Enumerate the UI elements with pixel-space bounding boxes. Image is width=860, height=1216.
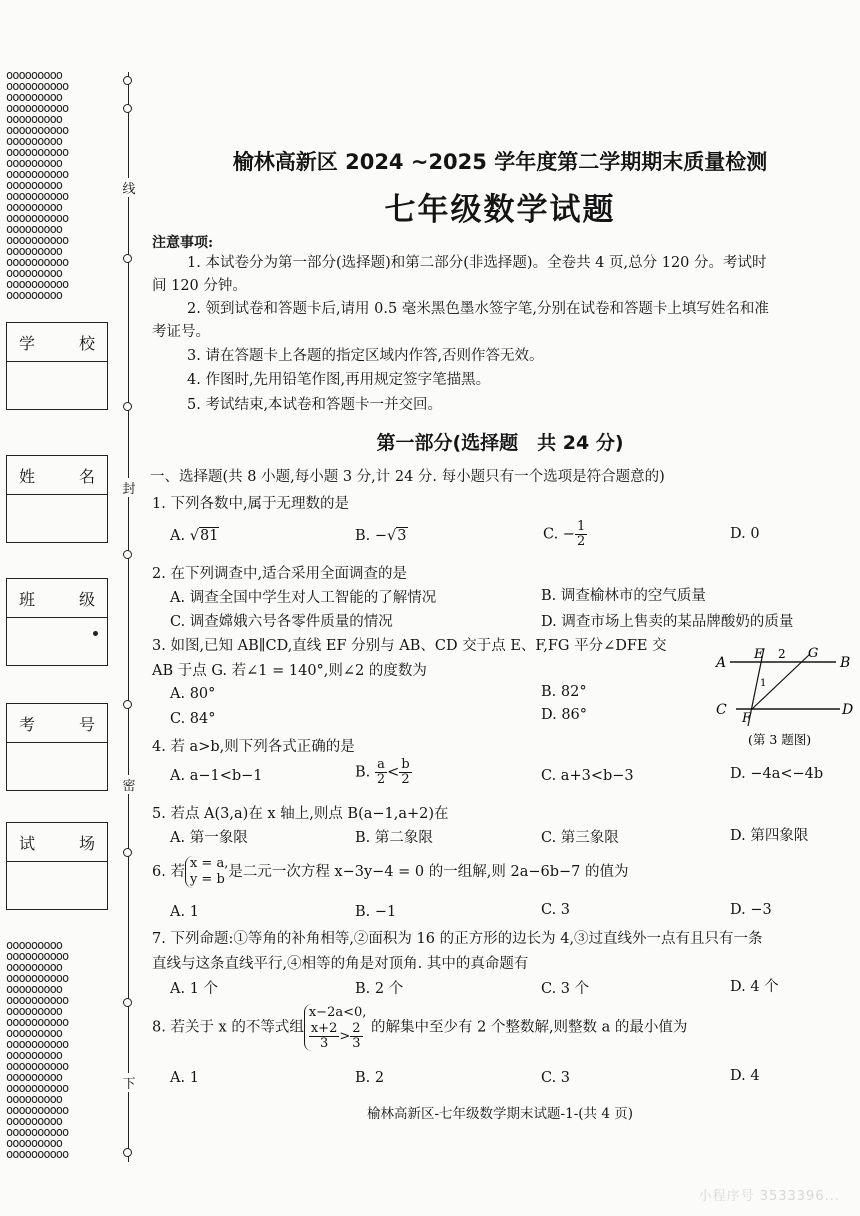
exam-room-label-2: 场 bbox=[78, 834, 95, 853]
q7-stem-line1: 7. 下列命题:①等角的补角相等,②面积为 16 的正方形的边长为 4,③过直线外一点有且只有一条 bbox=[152, 931, 763, 947]
q7-option-c: C. 3 个 bbox=[541, 981, 590, 997]
q5-option-d: D. 第四象限 bbox=[730, 828, 809, 844]
q8-stem: 8. 若关于 x 的不等式组 x−2a<0, $\frac{x+2}{3}$ > $\frac{2}{3}$ 的解集中至少有 2 个整数解,则整数 a 的最小值为 bbox=[152, 1005, 688, 1051]
notes-heading: 注意事项: bbox=[152, 235, 214, 251]
q4-option-c: C. a+3<b−3 bbox=[541, 768, 634, 784]
school-box bbox=[6, 322, 108, 410]
class-box bbox=[6, 578, 108, 666]
q5-option-a: A. 第一象限 bbox=[170, 830, 248, 846]
exam-number-box bbox=[6, 703, 108, 791]
q2-option-a: A. 调查全国中学生对人工智能的了解情况 bbox=[170, 590, 437, 606]
q7-stem-line2: 直线与这条直线平行,④相等的角是对顶角. 其中的真命题有 bbox=[152, 956, 529, 972]
q8-option-d: D. 4 bbox=[730, 1068, 760, 1084]
q3-figure bbox=[712, 640, 858, 752]
q1-option-b: B. −√3 bbox=[355, 528, 407, 544]
q4-stem: 4. 若 a>b,则下列各式正确的是 bbox=[152, 739, 355, 755]
q1-option-a: A. √81 bbox=[170, 528, 219, 544]
q2-option-d: D. 调查市场上售卖的某品牌酸奶的质量 bbox=[541, 614, 794, 630]
school-label-1: 学 bbox=[19, 334, 36, 353]
note-line: 间 120 分钟。 bbox=[152, 278, 247, 294]
q6-equation-system: x = a, y = b bbox=[185, 856, 228, 888]
note-line: 1. 本试卷分为第一部分(选择题)和第二部分(非选择题)。全卷共 4 页,总分 120 分。考试时 bbox=[187, 255, 767, 271]
note-line: 3. 请在答题卡上各题的指定区域内作答,否则作答无效。 bbox=[187, 348, 544, 364]
binding-dot-pattern-bottom: ooooooooo oooooooooo ooooooooo oooooooooo ooooooooo oooooooooo ooooooooo oooooooooo ooooooooo oooooooooo ooooooooo oooooooooo ooooooooo oooooooooo ooooooooo oooooooooo ooooooooo oooooooooo ooooooooo oooooooooo bbox=[6, 940, 69, 1160]
label-b: B bbox=[840, 655, 851, 671]
watermark: 小程序号 3533396... bbox=[698, 1189, 840, 1204]
binding-hole bbox=[123, 1148, 132, 1157]
q8-inequality-system: x−2a<0, $\frac{x+2}{3}$ > $\frac{2}{3}$ bbox=[304, 1004, 367, 1051]
q8-option-a: A. 1 bbox=[170, 1070, 199, 1086]
q7-option-a: A. 1 个 bbox=[170, 981, 219, 997]
q3-option-a: A. 80° bbox=[170, 686, 216, 702]
q6-option-b: B. −1 bbox=[355, 904, 397, 920]
q2-option-b: B. 调查榆林市的空气质量 bbox=[541, 588, 706, 604]
exam-title: 榆林高新区 2024 ~2025 学年度第二学期期末质量检测 bbox=[232, 150, 768, 174]
class-label-1: 班 bbox=[19, 590, 36, 609]
section-title: 第一部分(选择题 共 24 分) bbox=[376, 432, 624, 454]
note-line: 2. 领到试卷和答题卡后,请用 0.5 毫米黑色墨水签字笔,分别在试卷和答题卡上填写姓名和准 bbox=[187, 301, 769, 317]
q3-stem-line2: AB 于点 G. 若∠1 = 140°,则∠2 的度数为 bbox=[152, 663, 427, 679]
label-f: F bbox=[742, 711, 752, 726]
ink-dot bbox=[93, 631, 98, 636]
binding-dot-pattern-top: ooooooooo oooooooooo ooooooooo oooooooooo ooooooooo oooooooooo ooooooooo oooooooooo ooooooooo oooooooooo ooooooooo oooooooooo ooooooooo oooooooooo ooooooooo oooooooooo ooooooooo oooooooooo ooooooooo oooooooooo ooooooooo bbox=[6, 70, 69, 302]
binding-hole bbox=[123, 76, 132, 85]
q5-option-c: C. 第三象限 bbox=[541, 830, 619, 846]
q1-option-c: C. − $\frac{1}{2}$ bbox=[543, 519, 586, 549]
seal-char-line: 线 bbox=[120, 178, 138, 197]
binding-hole bbox=[123, 848, 132, 857]
seal-char-secret: 密 bbox=[120, 775, 138, 794]
name-label-1: 姓 bbox=[19, 467, 36, 486]
q2-stem: 2. 在下列调查中,适合采用全面调查的是 bbox=[152, 566, 408, 582]
binding-hole bbox=[123, 550, 132, 559]
q3-option-d: D. 86° bbox=[541, 707, 588, 723]
binding-hole bbox=[123, 254, 132, 263]
note-line: 4. 作图时,先用铅笔作图,再用规定签字笔描黑。 bbox=[187, 372, 491, 388]
q7-option-b: B. 2 个 bbox=[355, 981, 404, 997]
seal-char-down: 下 bbox=[120, 1073, 138, 1092]
label-d: D bbox=[842, 702, 854, 718]
note-line: 考证号。 bbox=[152, 324, 210, 340]
exam-number-label-1: 考 bbox=[19, 715, 36, 734]
q4-option-a: A. a−1<b−1 bbox=[170, 768, 263, 784]
q3-option-b: B. 82° bbox=[541, 684, 587, 700]
label-g: G bbox=[808, 646, 819, 661]
binding-hole bbox=[123, 998, 132, 1007]
exam-room-label-1: 试 bbox=[19, 834, 36, 853]
q8-option-c: C. 3 bbox=[541, 1070, 571, 1086]
q6-option-d: D. −3 bbox=[730, 902, 772, 918]
exam-room-box bbox=[6, 822, 108, 910]
figure-caption: (第 3 题图) bbox=[748, 732, 812, 747]
q3-stem-line1: 3. 如图,已知 AB∥CD,直线 EF 分别与 AB、CD 交于点 E、F,FG 平分∠DFE 交 bbox=[152, 638, 667, 654]
class-label-2: 级 bbox=[78, 590, 95, 609]
exam-number-label-2: 号 bbox=[78, 715, 95, 734]
q2-option-c: C. 调查嫦娥六号各零件质量的情况 bbox=[170, 614, 393, 630]
exam-subtitle: 七年级数学试题 bbox=[384, 192, 616, 228]
name-box bbox=[6, 455, 108, 543]
q7-option-d: D. 4 个 bbox=[730, 979, 779, 995]
q6-option-c: C. 3 bbox=[541, 902, 571, 918]
binding-hole bbox=[123, 104, 132, 113]
q4-option-d: D. −4a<−4b bbox=[730, 766, 824, 782]
q4-option-b: B. $\frac{a}{2}$ < $\frac{b}{2}$ bbox=[355, 757, 410, 787]
label-a: A bbox=[716, 655, 727, 671]
note-line: 5. 考试结束,本试卷和答题卡一并交回。 bbox=[187, 397, 443, 413]
binding-hole bbox=[123, 402, 132, 411]
q1-stem: 1. 下列各数中,属于无理数的是 bbox=[152, 496, 350, 512]
q5-option-b: B. 第二象限 bbox=[355, 830, 433, 846]
name-label-2: 名 bbox=[78, 467, 95, 486]
q6-stem: 6. 若 x = a, y = b 是二元一次方程 x−3y−4 = 0 的一组解,则 2a−6b−7 的值为 bbox=[152, 856, 629, 887]
label-angle-2: 2 bbox=[778, 647, 786, 661]
q1-option-d: D. 0 bbox=[730, 526, 760, 542]
page-footer: 榆林高新区-七年级数学期末试题-1-(共 4 页) bbox=[367, 1106, 633, 1122]
seal-char-seal: 封 bbox=[120, 478, 138, 497]
section-instruction: 一、选择题(共 8 小题,每小题 3 分,计 24 分. 每小题只有一个选项是符合题意的) bbox=[150, 469, 665, 485]
binding-hole bbox=[123, 700, 132, 709]
label-c: C bbox=[716, 702, 727, 718]
q8-option-b: B. 2 bbox=[355, 1070, 385, 1086]
q3-option-c: C. 84° bbox=[170, 711, 216, 727]
label-angle-1: 1 bbox=[760, 678, 767, 689]
label-e: E bbox=[754, 647, 764, 662]
q5-stem: 5. 若点 A(3,a)在 x 轴上,则点 B(a−1,a+2)在 bbox=[152, 806, 449, 822]
school-label-2: 校 bbox=[78, 334, 95, 353]
q6-option-a: A. 1 bbox=[170, 904, 199, 920]
